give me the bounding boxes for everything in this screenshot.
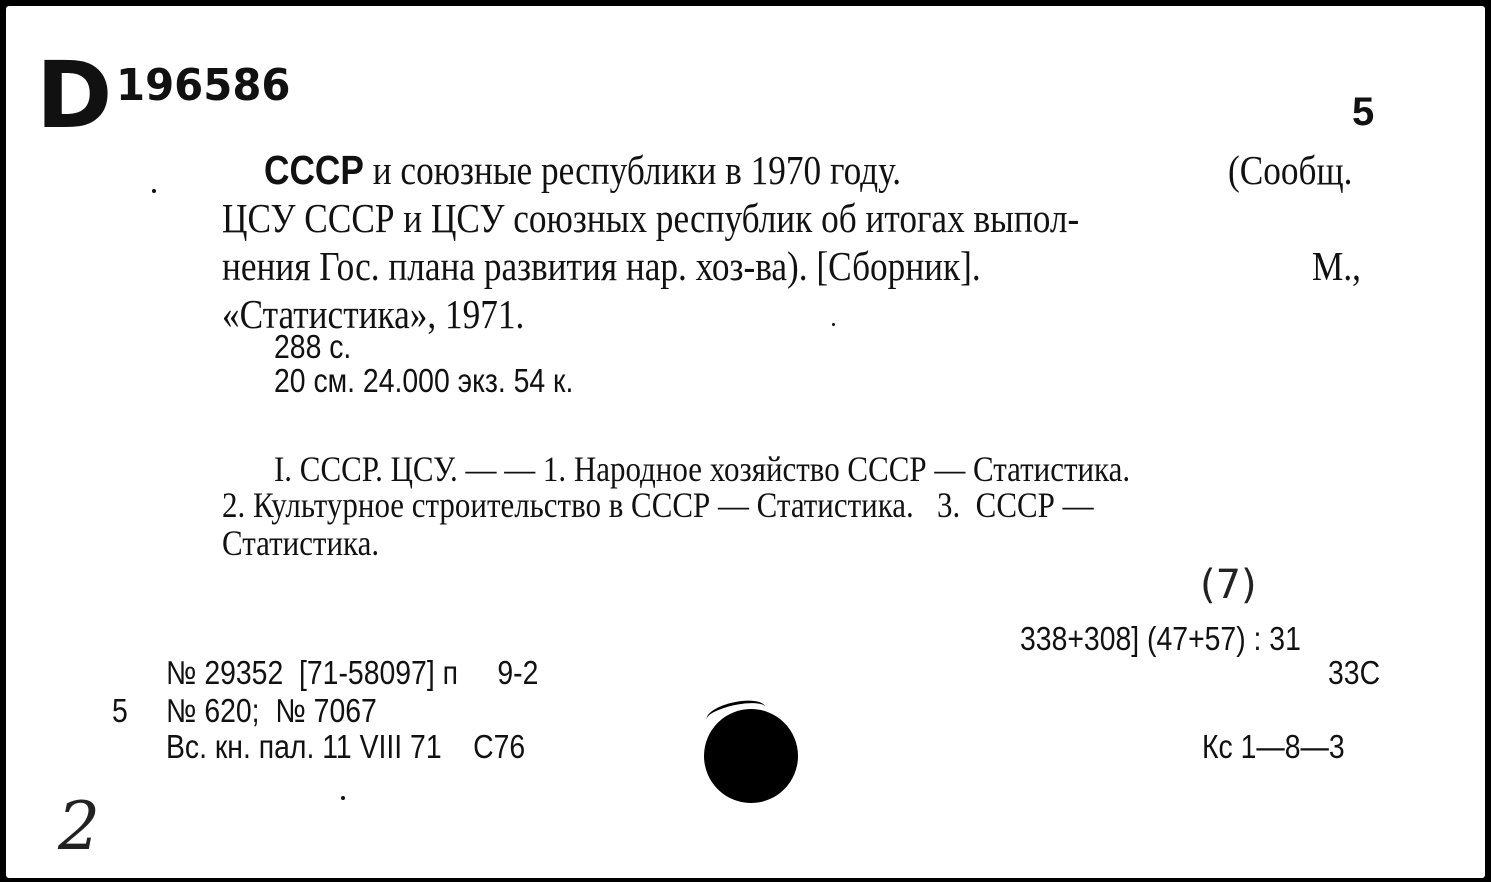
record-line-2: № 620; № 7067 [166, 692, 377, 729]
title-line-2: ЦСУ СССР и ЦСУ союзных республик об итогах выпол- [222, 195, 1080, 241]
record-line-1: № 29352 [71-58097] п 9-2 [166, 654, 539, 691]
pages-count: 288 с. [274, 328, 352, 365]
subject-line-1: I. СССР. ЦСУ. — — 1. Народное хозяйство СССР — Статистика. [274, 449, 1131, 489]
card-id-prefix: D [36, 42, 109, 149]
speck-dot [832, 323, 835, 326]
title-line-4: «Статистика», 1971. [222, 291, 525, 337]
handwritten-number: 2 [58, 788, 100, 865]
subject-line-2: 2. Культурное строительство в СССР — Статистика. 3. СССР — [222, 485, 1094, 525]
record-line-3: Вс. кн. пал. 11 VIII 71 С76 [166, 728, 526, 765]
title-line-3-end: М., [1312, 243, 1361, 289]
subject-line-3: Статистика. [222, 523, 380, 563]
title-line-1-text: и союзные республики в 1970 году. [372, 147, 902, 193]
card-id-number: 196586 [116, 60, 291, 111]
catalog-card [6, 6, 1485, 878]
punch-hole [704, 709, 798, 803]
bbk-index: 33С [1328, 654, 1381, 691]
size-print-run-price: 20 см. 24.000 экз. 54 к. [274, 362, 574, 399]
title-line-1 [264, 146, 1375, 194]
title-line-3: нения Гос. плана развития нар. хоз-ва). [Сборник]. [222, 243, 981, 289]
speck-dot [341, 796, 345, 800]
udc-index: 338+308] (47+57) : 31 [1020, 620, 1301, 657]
card-number: 5 [1352, 90, 1375, 134]
handwritten-mark: (7) [1200, 562, 1257, 608]
title-line-1-end: (Сообщ. [1228, 147, 1353, 193]
kc-code: Кс 1—8—3 [1202, 728, 1345, 765]
title-bold-word: СССР [264, 147, 364, 193]
record-prefix: 5 [112, 692, 128, 729]
speck-dot [152, 189, 156, 193]
